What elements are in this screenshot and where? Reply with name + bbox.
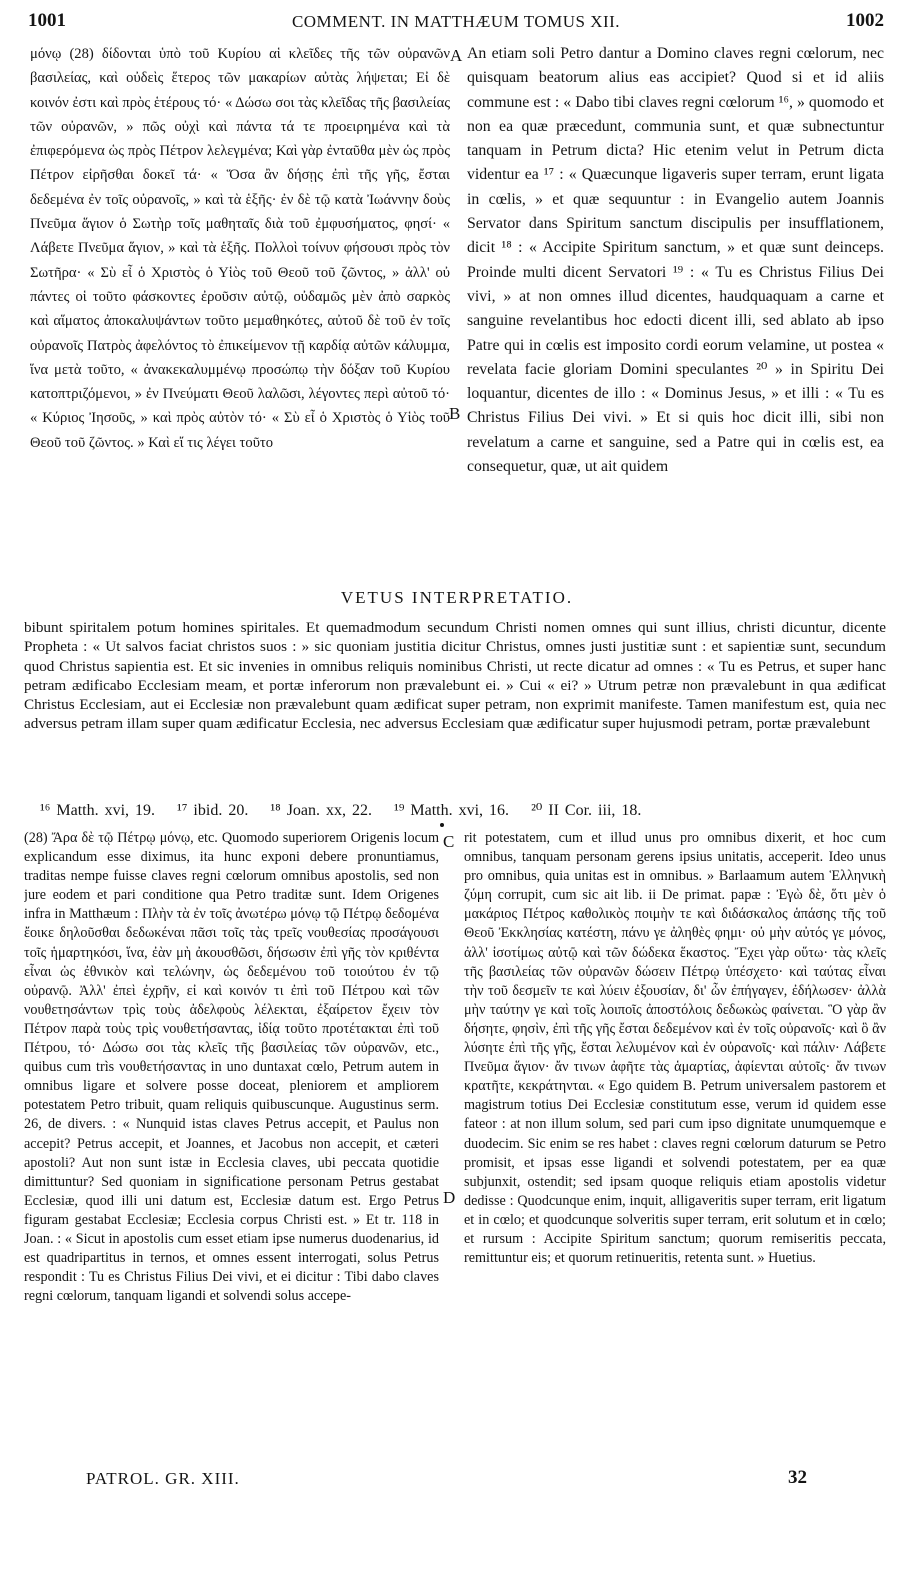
running-header: [28, 10, 884, 36]
margin-marker-b: B: [449, 404, 461, 423]
footer-signature: 32: [788, 1467, 807, 1488]
separator-dot: [440, 823, 444, 827]
running-title: COMMENT. IN MATTHÆUM TOMUS XII.: [291, 12, 621, 31]
footer-volume: PATROL. GR. XIII.: [86, 1469, 240, 1488]
margin-marker-c: C: [443, 832, 455, 851]
greek-text: μόνῳ (28) δίδονται ὑπὸ τοῦ Κυρίου αἱ κλεῖδες τῆς τῶν οὐρανῶν βασιλείας, καὶ οὐδεὶς ἕτερος τῶν μακαρίων αὐτὰς λήψεται; Εἰ δὲ κοινόν ἐστι καὶ πρὸς ἑτέρους τό· « Δώσω σοι τὰς κλεῖδας τῆς βασιλείας τῶν οὐρανῶν, » πῶς οὐχὶ καὶ πάντα τά τε προειρημένα καὶ τὰ ἐπιφερόμενα ὡς πρὸς Πέτρον λελεγμένα; Καὶ γὰρ ἐνταῦθα μὲν ὡς πρὸς Πέτρον εἰρῆσθαι δοκεῖ τά· « Ὅσα ἂν δήσῃς ἐπὶ τῆς γῆς, ἔσται δεδεμένα ἐν τοῖς οὐρανοῖς, » καὶ τὰ ἑξῆς· ἐν δὲ τῷ κατὰ Ἰωάννην δοὺς Πνεῦμα ἅγιον ὁ Σωτὴρ τοῖς μαθηταῖς διὰ τοῦ ἐμφυσήματος, φησί· « Λάβετε Πνεῦμα ἅγιον, » καὶ τὰ ἑξῆς. Πολλοὶ τοίνυν φήσουσι πρὸς τὸν Σωτῆρα· « Σὺ εἶ ὁ Χριστὸς ὁ Υἱὸς τοῦ Θεοῦ τοῦ ζῶντος, » ἀλλ' οὐ πάντες οἱ τοῦτο φάσκοντες ἐροῦσιν αὐτῷ, οὐδαμῶς μὲν ἀπὸ σαρκὸς καὶ αἵματος ἀποκαλυψάντων τοῦτο μεμαθηκότες, αὐτοῦ δὲ τοῦ ἐν τοῖς οὐρανοῖς Πατρὸς ἀφελόντος τὸ ἐπικείμενον τῇ καρδίᾳ αὐτῶν κάλυμμα, ἵνα μετὰ τοῦτο, « ἀνακεκαλυμμένῳ προσώπῳ τὴν δόξαν τοῦ Κυρίου κατοπτριζόμενοι, » ἐν Πνεύματι Θεοῦ λαλῶσι, λέγοντες περὶ αὐτοῦ τό· « Κύριος Ἰησοῦς, » καὶ πρὸς αὐτὸν τό· « Σὺ εἶ ὁ Χριστὸς ὁ Υἱὸς τοῦ Θεοῦ τοῦ ζῶντος. » Καὶ εἴ τις λέγει τοῦτο: [30, 46, 450, 451]
latin-text-column: [467, 42, 884, 580]
reference-20: ²⁰ II Cor. iii, 18.: [531, 802, 642, 819]
footnote-references: [40, 800, 840, 820]
annotation-left-column: [24, 829, 439, 1461]
margin-marker-d: D: [443, 1188, 456, 1207]
greek-text-column: [30, 42, 450, 580]
latin-text: An etiam soli Petro dantur a Domino claves regni cœlorum, nec quisquam beatorum alius eas accipiet? Quod si et id aliis commune est : « Dabo tibi claves regni cœlorum ¹⁶, » quomodo et non ea quæ præcedunt, communia sunt, et quæ subnectuntur tanquam in Petrum dicta? Hic etenim velut in Petrum dicta videntur ea ¹⁷ : « Quæcunque ligaveris super terram, erunt ligata in cœlis, » et quæ sequuntur : in Evangelio autem Joannis Servator dans Spiritum sanctum discipulis per insufflationem, dicit ¹⁸ : « Accipite Spiritum sanctum, » et quæ sunt deinceps. Proinde multi dicent Servatori ¹⁹ : « Tu es Christus Filius Dei vivi, » at non omnes illud dicentes, haudquaquam a carne et sanguine revelantibus hoc edocti dicent illi, sed ablato ab ipso Patre qui in cœlis est imposito cordi eorum velamine, ut postea « revelata facie gloriam Domini speculantes ²⁰ » in Spiritu Dei loquantur, dicentes de illo : « Dominus Jesus, » et illi : « Tu es Christus Filius Dei vivi. » Et si quis hoc dicit illi, sibi non revelatum a carne et sanguine, sed a Patre qui in cœlis est, ea consequetur, quæ, ut ait quidem: [467, 45, 884, 476]
column-number-left: 1001: [28, 10, 66, 31]
reference-19: ¹⁹ Matth. xvi, 16.: [394, 802, 510, 819]
annotation-right-column: [464, 829, 886, 1461]
reference-17: ¹⁷ ibid. 20.: [177, 802, 249, 819]
section-title: VETUS INTERPRETATIO.: [340, 588, 574, 607]
vetus-interpretatio-text: [24, 618, 886, 776]
annotation-right-text: rit potestatem, cum et illud unus pro omnibus dixerit, et hoc cum omnibus, tanquam personam gerens ipsius unitatis, acceperit. Ideo unus pro omnibus, quia unitas est in omnibus. » Barlaamum autem Ἑλληνικὴ ζύμη corrupit, cum sic ait lib. ii De primat. papæ : Ἐγὼ δὲ, ὅτι μὲν ὁ μακάριος Πέτρος καθολικὸς ποιμὴν τε καὶ διδάσκαλος ἁπάσης τῆς τοῦ Θεοῦ Ἐκκλησίας κατέστη, πάνυ γε ἀληθὲς φημι· οὐ μὴν αὐτός γε μόνος, ἀλλ' ἰσοτίμως αὐτῷ καὶ τῶν δώδεκα ἕκαστος. Ἔχει γὰρ οὕτω· τὰς κλεῖς τῆς βασιλείας τῶν οὐρανῶν δώσειν Πέτρῳ ὑπέσχετο· καὶ ταύτας εἶναι τὴν τοῦ δεσμεῖν τε καὶ λύειν ἐξουσίαν, δι' ὧν ἐπήγαγεν, ἐδήλωσεν· ἀλλὰ μὴν ταύτην γε καὶ τοῖς λοιποῖς ἀποστόλοις δεδωκὼς φαίνεται. Ὃ γὰρ ἂν δήσητε, φησὶν, ἐπὶ τῆς γῆς ἔσται δεδεμένον καὶ ἐν τοῖς οὐρανοῖς· καὶ ὃ ἂν λύσητε ἐπὶ τῆς γῆς, ἔσται λελυμένον καὶ ἐν οὐρανοῖς· καὶ πάλιν· Λάβετε Πνεῦμα ἅγιον· ἄν τινων ἀφῆτε τὰς ἁμαρτίας, ἀφίενται αὐτοῖς· ἄν τινων κρατῆτε, κεκράτηνται. « Ego quidem B. Petrum universalem pastorem et magistrum totius Dei Ecclesiæ constitutum esse, verum id quidem esse fateor : at non illum solum, sed pari cum ipso dignitate unumquemque e duodecim. Sic enim se res habet : claves regni cœlorum daturum se Petro promisit, et ipsas esse ligandi et solvendi potestatem, per ea quæ subjunxit, ostendit; sed ipsam quoque reliquis etiam apostolis videtur dedisse : Quodcunque enim, inquit, alligaveritis super terram, erit ligatum et in cœlo; et quodcunque solveritis super terram, erit solutum et in cœlo; et rursum : Accipite Spiritum sanctum; quorum remiseritis peccata, remittuntur eis; et quorum retinueritis, retenta sunt. » Huetius.: [464, 830, 886, 1267]
column-number-right: 1002: [846, 10, 884, 31]
vetus-paragraph: bibunt spiritalem potum homines spiritales. Et quemadmodum secundum Christi nomen omnes qui sunt illius, christi dicuntur, dicente Propheta : « Ut salvos faciat christos suos : » sic quoniam justitia dicitur Christus, omnes justi justitiæ sunt : et sapientiæ sunt, secundum quod Christus sapientia est. Et sic invenies in omnibus reliquis nominibus Christi, ut recte dicatur ad omnes : « Tu es Petrus, et super hanc petram ædificabo Ecclesiam meam, et portæ inferorum non prævalebunt ei. » Cui « ei? » Utrum petræ non prævalebunt in qua ædificat Christus Ecclesiam, aut ei Ecclesiæ non prævalebunt quam ædificat super petram, non exprimit manifeste. Tamen manifestum est, quia nec adversus petram illam super quam ædificatur Ecclesia, nec adversus Ecclesiam quæ ædificatur super hujusmodi petram, portæ prævalebunt: [24, 619, 886, 733]
annotation-left-text: (28) Ἄρα δὲ τῷ Πέτρῳ μόνῳ, etc. Quomodo superiorem Origenis locum explicandum esse diximus, ita hunc exponi debere pronuntiamus, traditas nempe fuisse claves regni cœlorum omnibus apostolis, sed non jure eodem et pari conditione qua Petro traditæ sunt. Idem Origenes infra in Matthæum : Πλὴν τὰ ἐν τοῖς ἀνωτέρω μόνῳ τῷ Πέτρῳ δεδομένα ἔοικε δηλοῦσθαι δεδωκέναι πᾶσι τοῖς τὰς τρεῖς νουθεσίας προσάγουσι τοῖς ἡμαρτηκόσι, ἵνα, ἐὰν μὴ ἀκουσθῶσι, δήσωσιν ἐπὶ γῆς τὸν κριθέντα εἶναι ὡς ἐθνικὸν καὶ τελώνην, ὡς δεδεμένου τοῦ τοιούτου ἐν τῷ οὐρανῷ. Ἀλλ' ἐπεὶ ἐχρῆν, εἰ καὶ κοινόν τι ἐπὶ τοῦ Πέτρου καὶ τῶν νουθετησάντων τρὶς τοὺς ἀδελφοὺς λέλεκται, ἐξαίρετον ἔχειν τὸν Πέτρον παρὰ τοὺς τρὶς νουθετήσαντας, ἰδίᾳ τοῦτο προτέτακται ἐπὶ τοῦ Πέτρου, τό· Δώσω σοι τὰς κλεῖς τῆς βασιλείας τῶν οὐρανῶν, etc., quibus cum trìs νουθετήσαντας in uno duntaxat cœlo, Petrum autem in omnibus ligare et solvere posse doceat, pleniorem et ampliorem potestatem Petro tribuit, quam reliquis quibuscunque. Augustinus serm. 26, de divers. : « Nunquid istas claves Petrus accepit, et Paulus non accepit? Petrus accepit, et Joannes, et Jacobus non accepit, et cæteri apostoli? Aut non sunt istæ in Ecclesia claves, ubi peccata quotidie dimittuntur? Sed quoniam in significatione personam Petrus gestabat Ecclesiæ, quod illi uni datum est, Ecclesiæ datum est. Ergo Petrus figuram gestabat Ecclesiæ; Ecclesia corpus Christi est. » Et tr. 118 in Joan. : « Sicut in apostolis cum esset etiam ipse numerus duodenarius, id est quadripartitus in ternos, et omnes essent interrogati, solus Petrus respondit : Tu es Christus Filius Dei vivi, et ei dicitur : Tibi dabo claves regni cœlorum, tanquam ligandi et solvendi solus accepe-: [24, 830, 439, 1305]
reference-18: ¹⁸ Joan. xx, 22.: [270, 802, 373, 819]
margin-marker-a: A: [450, 46, 463, 65]
reference-16: ¹⁶ Matth. xvi, 19.: [40, 802, 156, 819]
